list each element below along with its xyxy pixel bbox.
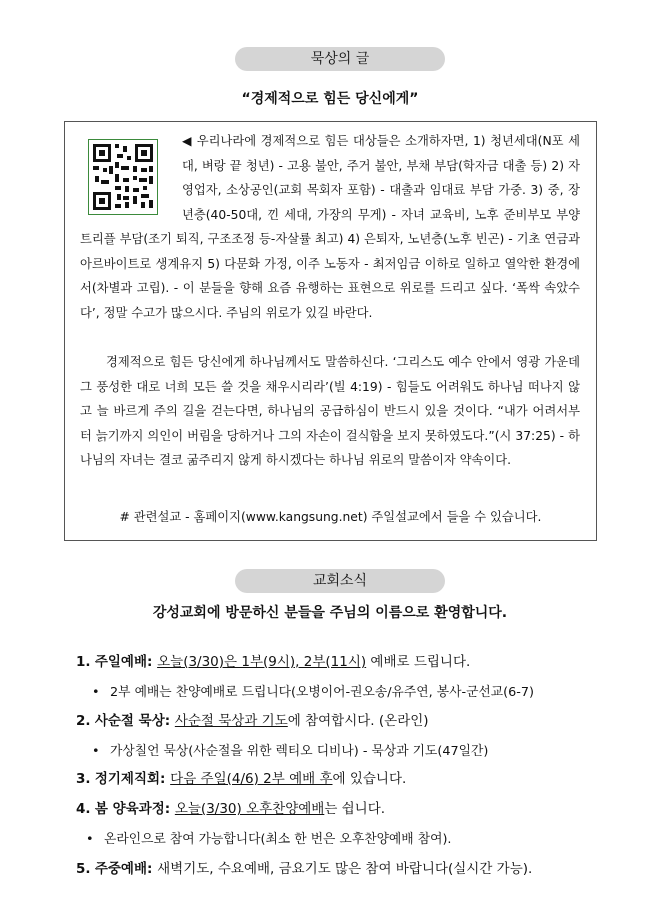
item-number: 3. [76,771,91,787]
news-item-worship [76,650,470,670]
welcome-message: 강성교회에 방문하신 분들을 주님의 이름으로 환영합니다. [152,605,508,621]
sub-item-text: 2부 예배는 찬양예배로 드립니다(오병이어-권오송/유주연, 봉사-군선교(6-7) [110,685,535,700]
item-number: 1. [76,654,91,670]
item-underlined: 오늘(3/30)은 1부(9시), 2부(11시) [157,654,367,670]
news-item-lent [76,709,429,729]
news-header: 교회소식 [235,569,445,593]
meditation-title: “경제적으로 힘든 당신에게” [241,91,419,107]
item-text: 새벽기도, 수요예배, 금요기도 많은 참여 바랍니다(실시간 가능). [157,861,533,877]
news-item-council [76,767,406,787]
bullet-icon: • [92,685,100,700]
sub-item-text: 온라인으로 참여 가능합니다(최소 한 번은 오후찬양예배 참여). [104,832,452,847]
item-colon: : [164,801,175,817]
item-text: 는 쉽니다. [324,801,386,817]
news-sub-item [92,740,488,759]
bullet-icon: • [92,744,100,759]
item-number: 4. [76,801,91,817]
item-label: 주중예배 [94,861,147,877]
item-text: 에 참여합시다. (온라인) [287,713,429,729]
item-underlined: 다음 주일(4/6) 2부 예배 후 [170,771,333,787]
sub-item-text: 가상칠언 묵상(사순절을 위한 렉티오 디비나) - 묵상과 기도(47일간) [110,744,489,759]
item-underlined: 오늘(3/30) 오후찬양예배 [174,801,325,817]
sermon-note: # 관련설교 - 홈페이지(www.kangsung.net) 주일설교에서 들을 수 있습니다. [119,510,542,524]
item-colon: : [160,771,171,787]
news-sub-item [92,681,534,700]
item-text: 에 있습니다. [332,771,407,787]
news-item-nurture [76,797,385,817]
meditation-header: 묵상의 글 [235,47,445,71]
meditation-paragraph-2-text: 경제적으로 힘든 당신에게 하나님께서도 말씀하신다. ‘그리스도 예수 안에서 영광 가운데 그 풍성한 대로 너희 모든 쓸 것을 채우시리라’(빌 4:19) - 힘들도 어려워도 하나님 떠나지 않고 늘 바르게 주의 길을 걷는다면, 하나님의 공급하심이 반드시 있을 것이다. “내가 어려서부터 늙기까지 의인이 버림을 당하거나 그의 자손이 걸식함을 보지 못하였도다.”(시 37:25) - 하나님의 자녀는 결코 굶주리지 않게 하시겠다는 하나님 위로의 말씀이자 약속이다. [80,355,580,467]
item-number: 5. [76,861,91,877]
item-colon: : [147,654,158,670]
news-sub-item [86,828,452,847]
item-colon: : [164,713,175,729]
news-item-weekday [76,857,532,877]
item-label: 사순절 묵상 [94,713,165,729]
item-underlined: 사순절 묵상과 기도 [174,713,288,729]
bullet-icon: • [86,832,94,847]
meditation-paragraph-1-text: ◀ 우리나라에 경제적으로 힘든 대상들은 소개하자면, 1) 청년세대(N포 세대, 벼랑 끝 청년) - 고용 불안, 주거 불안, 부채 부담(학자금 대출 등) 2) 자영업자, 소상공인(교회 목회자 포함) - 대출과 임대료 부담 가중. 3) 중, 장년층(40-50대, 낀 세대, 가장의 무게) - 자녀 교육비, 노후 준비부모 부양 트리플 부담(조기 퇴직, 구조조정 등-자살률 최고) 4) 은퇴자, 노년층(노후 빈곤) - 기초 연금과 아르바이트로 생계유지 5) 다문화 가정, 이주 노동자 - 최저임금 이하로 일하고 열악한 환경에서(차별과 고립). - 이 분들을 향해 요즘 유행하는 표현으로 위로를 드리고 싶다. ‘폭싹 속았수다’, 정말 수고가 많으시다. 주님의 위로가 있길 바란다. [80,134,580,320]
item-label: 봄 양육과정 [94,801,165,817]
item-number: 2. [76,713,91,729]
item-colon: : [147,861,158,877]
item-text: 예배로 드립니다. [366,654,471,670]
item-label: 정기제직회 [94,771,161,787]
meditation-paragraph-1 [80,129,580,325]
meditation-paragraph-2 [80,350,580,473]
item-label: 주일예배 [94,654,147,670]
